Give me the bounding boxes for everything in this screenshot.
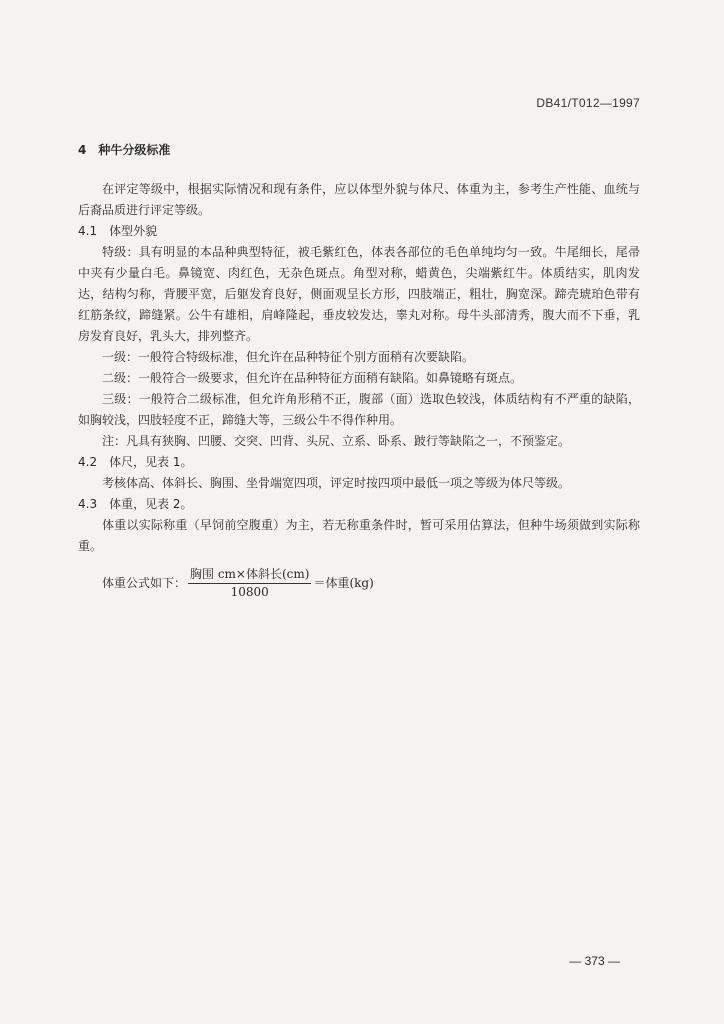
subsection-heading-4-1 — [78, 221, 640, 242]
subsection-number: 4.3 — [78, 497, 98, 511]
formula-denominator: 10800 — [230, 585, 269, 599]
paragraph-grade-3: 三级：一般符合二级标准，但允许角形稍不正，腹部（面）选取色较浅，体质结构有不严重的缺陷，如胸较浅，四肢轻度不正，蹄缝大等，三级公牛不得作种用。 — [78, 392, 640, 427]
paragraph-grade-1: 一级：一般符合特级标准，但允许在品种特征个别方面稍有次要缺陷。 — [102, 350, 475, 364]
formula-result: ＝体重(kg) — [313, 576, 374, 590]
intro-paragraph: 在评定等级中，根据实际情况和现有条件，应以体型外貌与体尺、体重为主，参考生产性能、血统与后裔品质进行评定等级。 — [78, 182, 640, 217]
subsection-number: 4.2 — [78, 455, 98, 469]
section-number: 4 — [78, 143, 87, 157]
section-heading — [78, 140, 640, 161]
subsection-title: 体型外貌 — [109, 224, 158, 238]
paragraph-note: 注：凡具有狭胸、凹腰、交突、凹背、头尻、立系、卧系、跛行等缺陷之一，不预鉴定。 — [102, 434, 571, 448]
paragraph-body-size: 考核体高、体斜长、胸围、坐骨端宽四项，评定时按四项中最低一项之等级为体尺等级。 — [102, 476, 571, 490]
subsection-title: 体尺，见表 1。 — [109, 455, 193, 469]
paragraph-grade-2: 二级：一般符合一级要求，但允许在品种特征方面稍有缺陷。如鼻镜略有斑点。 — [102, 371, 523, 385]
paragraph-special-grade: 特级：具有明显的本品种典型特征，被毛紫红色，体表各部位的毛色单纯均匀一致。牛尾细长，尾帚中夹有少量白毛。鼻镜宽、肉红色，无杂色斑点。角型对称，蜡黄色，尖端紫红牛。体质结实，肌肉发达，结构匀称，背腰平宽，后躯发育良好，侧面观呈长方形，四肢端正，粗壮，胸宽深。蹄壳琥珀色带有红筋条纹，蹄缝紧。公牛有雄相，肩峰隆起，垂皮较发达，睾丸对称。母牛头部清秀，腹大而不下垂，乳房发育良好，乳头大，排列整齐。 — [78, 245, 640, 343]
paragraph-body-weight: 体重以实际称重（早饲前空腹重）为主，若无称重条件时，暂可采用估算法，但种牛场须做到实际称重。 — [78, 518, 640, 553]
formula-numerator: 胸围 cm×体斜长(cm) — [188, 567, 311, 584]
subsection-number: 4.1 — [78, 224, 98, 238]
formula-label: 体重公式如下： — [102, 576, 187, 590]
document-body — [78, 140, 640, 600]
page-number: — 373 — — [569, 954, 620, 968]
subsection-heading-4-3 — [78, 494, 640, 515]
subsection-title: 体重，见表 2。 — [109, 497, 193, 511]
document-code: DB41/T012—1997 — [536, 96, 640, 110]
section-title: 种牛分级标准 — [98, 143, 171, 157]
formula-fraction — [188, 567, 311, 600]
weight-formula — [78, 567, 640, 600]
subsection-heading-4-2 — [78, 452, 640, 473]
